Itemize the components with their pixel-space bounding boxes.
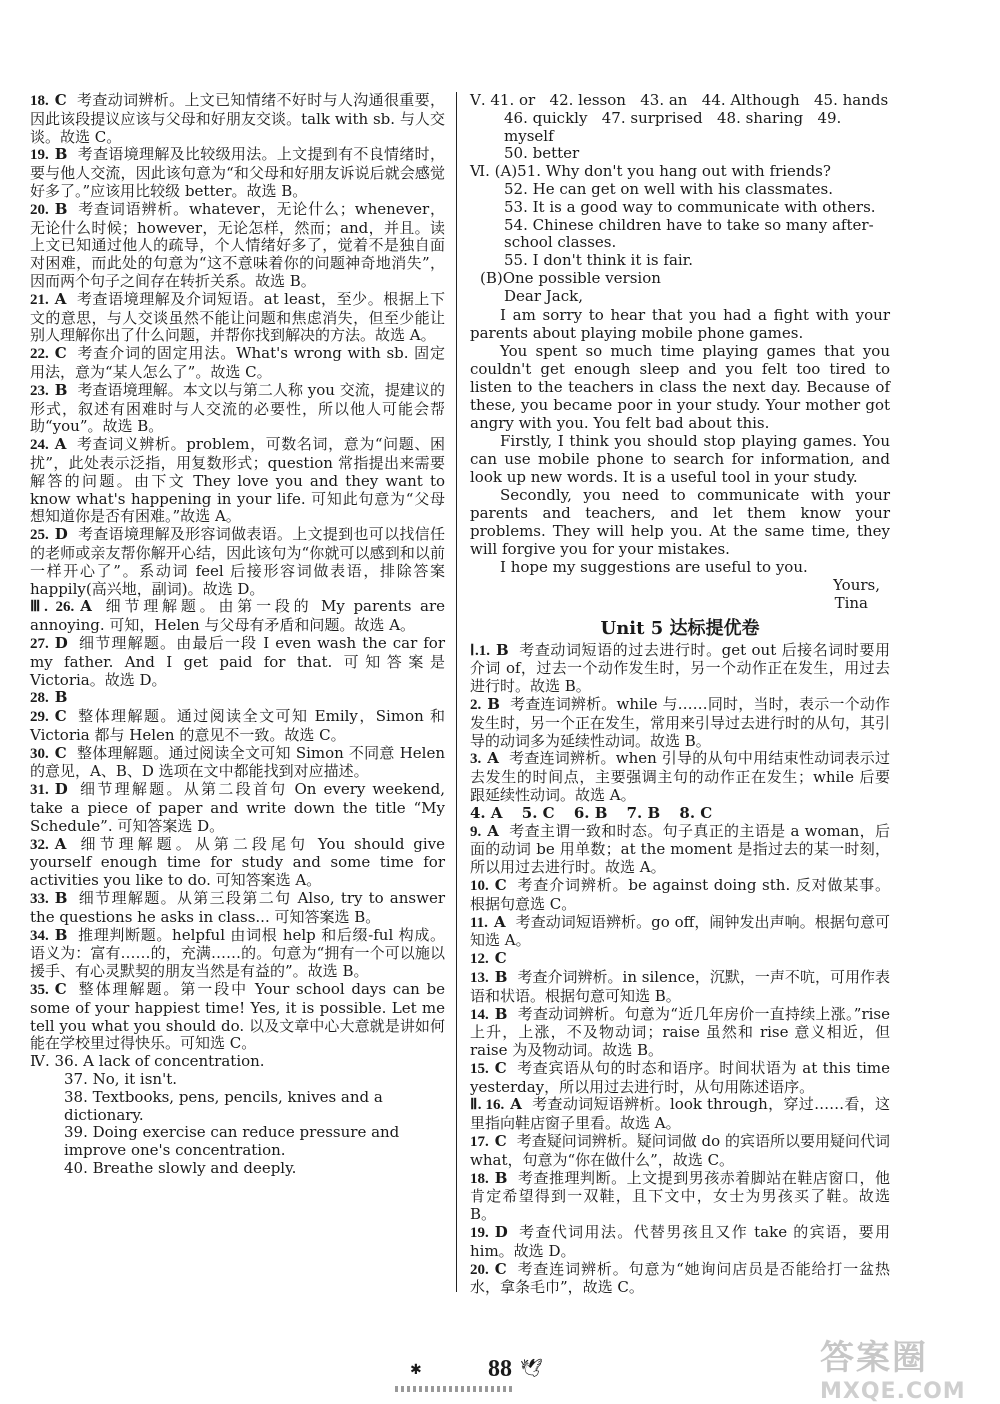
question-number: 19. (30, 147, 49, 164)
letter-paragraph: I am sorry to hear that you had a fight with your parents about playing mobile phone games. (470, 305, 890, 342)
bird-icon: 🕊 (520, 1358, 543, 1379)
answer-letter: B (54, 889, 68, 908)
answer-entry (470, 1133, 890, 1170)
question-number: 20. (470, 1261, 489, 1278)
question-number: 15. (470, 1060, 489, 1077)
short-answer: 7. B (626, 803, 661, 822)
answer-letter: C (494, 949, 507, 968)
star-icon: ✱ (410, 1362, 422, 1378)
explanation-text: 考查宾语从句的时态和语序。时间状语为 at this time yesterday，所以用过去进行时，从句用陈述语序。 (470, 1058, 890, 1096)
explanation-text: 考查动词短语的过去进行时。get out 后接名词时要用介词 of，过去一个动作发生时，另一个动作正在发生，用过去进行时。故选 B。 (470, 640, 890, 696)
answer-letter: C (54, 707, 67, 726)
answer-letter: B (494, 1004, 508, 1023)
letter-paragraph: Secondly, you need to communicate with your parents and teachers, and let them know your problems. They will help you. At the same time, they will forgive you for your mistakes. (470, 485, 890, 558)
explanation-text: 整体理解题。通过阅读全文可知 Simon 不同意 Helen 的意见，A、B、D 选项在文中都能找到对应描述。 (30, 743, 445, 781)
answer-letter: D (54, 525, 68, 544)
letter-paragraph: I hope my suggestions are useful to you. (500, 557, 808, 576)
answer-letter: B (54, 380, 68, 399)
explanation-text: 考查动词短语辨析。go off，闹钟发出声响。根据句意可知选 A。 (470, 912, 890, 950)
answer-entry (30, 927, 445, 981)
answer-entry (470, 914, 890, 951)
explanation-text: 整体理解题。通过阅读全文可知 Emily，Simon 和 Victoria 都与 Helen 的意见不一致。故选 C。 (30, 707, 445, 744)
answer-letter: C (494, 1058, 507, 1077)
question-number: 32. (30, 836, 49, 853)
answer-entry (470, 1096, 890, 1133)
explanation-text: 考查动词短语辨析。look through，穿过……看，这里指向鞋店窗子里看。故选 A。 (470, 1095, 891, 1133)
explanation-text: 考查代词用法。代替男孩且又作 take 的宾语，要用 him。故选 D。 (470, 1223, 890, 1260)
answer-entry (30, 708, 445, 745)
answer-letter: B (54, 925, 68, 944)
short-answer: 8. C (679, 803, 713, 822)
question-number: 2. (470, 696, 482, 713)
unit-title: Unit 5 达标提优卷 (600, 617, 760, 639)
answer-letter: C (54, 91, 67, 109)
answer-51: (A)51. Why don't you hang out with friends? (494, 162, 831, 181)
answer-letter: A (54, 289, 67, 308)
short-answer-row (470, 805, 890, 823)
answer-letter: A (54, 435, 67, 454)
answer-entry (30, 689, 445, 708)
answer-entry (470, 823, 890, 877)
answer-50: 50. better (504, 144, 580, 163)
question-number: 21. (30, 291, 49, 308)
answer-54: 54. Chinese children have to take so many after-school classes. (504, 215, 874, 252)
answer-letter: B (54, 199, 68, 218)
answer-entry (30, 201, 445, 291)
explanation-text: 考查连词辨析。when 引导的从句中用结束性动词表示过去发生的时间点，主要强调主句的动作正在发生；while 后要跟延续性动词。故选 A。 (470, 749, 890, 804)
question-number: 17. (470, 1134, 489, 1151)
column-divider (456, 92, 457, 1292)
watermark (820, 1330, 990, 1404)
answer-entry (30, 92, 445, 146)
answer-letter: A (487, 749, 499, 768)
answer-letter: C (54, 980, 67, 999)
explanation-text: 考查介词辨析。in silence，沉默，一声不吭，可用作表语和状语。根据句意可知选 B。 (470, 967, 890, 1005)
explanation-text: 考查连词辨析。句意为“她询问店员是否能给打一盆热水，拿条毛巾”，故选 C。 (470, 1259, 890, 1297)
unit5-entries-a (470, 642, 890, 805)
explanation-text: 推理判断题。helpful 由词根 help 和后缀-ful 构成。语义为：富有……的，充满……的。句意为“拥有一个可以施以援手、有心灵默契的朋友当然是有益的”。故选 B。 (30, 925, 445, 981)
answer-entry (30, 635, 445, 689)
explanation-text: 整体理解题。第一段中 Your school days can be some of your happiest time! Yes, it is possible. Let me tell you what you should do. 以及文章中心大意就是讲如何能在学校里过得快乐。可知选 C。 (30, 980, 445, 1053)
answer-45: 45. hands (814, 91, 889, 109)
answer-line: 40. Breathe slowly and deeply. (64, 1159, 297, 1178)
question-number: 10. (470, 877, 489, 894)
answer-entry (470, 750, 890, 804)
question-number: 30. (30, 745, 49, 762)
answer-letter: B (494, 967, 508, 986)
answer-42: 42. lesson (549, 91, 626, 109)
question-number: 14. (470, 1006, 489, 1023)
answer-entry (30, 598, 445, 635)
answer-entry (30, 836, 445, 890)
answer-letter: C (494, 1132, 507, 1151)
question-number: 28. (30, 690, 49, 707)
answer-letter: B (487, 694, 500, 713)
answer-entry (470, 1060, 890, 1097)
answer-52: 52. He can get on well with his classmates. (504, 179, 834, 198)
short-answer: 6. B (573, 803, 608, 822)
answer-line: 38. Textbooks, pens, pencils, knives and a dictionary. (64, 1087, 383, 1124)
watermark-url: MXQE.COM (820, 1379, 966, 1404)
letter-signature: Tina (834, 593, 868, 612)
answer-letter: C (494, 875, 507, 894)
answer-48: 48. sharing (716, 108, 804, 127)
letter-paragraph: You spent so much time playing games that you couldn't get enough sleep and you felt too tired to listen to the teachers in class the next day. Because of these, you became poor in your study. Your mother got angry with you. You felt bad about this. (470, 341, 890, 432)
left-column (30, 92, 445, 1178)
explanation-text: 细节理解题。从第三段第二句 Also, try to answer the questions he asks in class... 可知答案选 B。 (30, 889, 445, 926)
answer-entry (470, 950, 890, 969)
answer-entry (470, 1261, 890, 1298)
explanation-text: 考查动词辨析。句意为“近几年房价一直持续上涨。”rise 上升，上涨，不及物动词；raise 虽然和 rise 意义相近，但 raise 为及物动词。故选 B。 (470, 1004, 890, 1060)
answer-entry (30, 526, 445, 598)
question-number: 34. (30, 927, 49, 944)
question-number: 12. (470, 951, 489, 968)
letter-closing: Yours, (833, 575, 880, 594)
explanation-text: 考查介词的固定用法。What's wrong with sb. 固定用法，意为“某人怎么了”。故选 C。 (30, 344, 445, 381)
answer-46: 46. quickly (504, 108, 588, 127)
question-number: 19. (470, 1225, 489, 1242)
short-answer: 5. C (521, 803, 555, 822)
question-number: 20. (30, 201, 49, 218)
answer-letter: B (54, 145, 68, 164)
answer-entry (470, 1170, 890, 1224)
question-number: 24. (30, 437, 49, 454)
answer-entry (470, 969, 890, 1006)
answer-letter: D (54, 780, 68, 799)
letter-greeting: Dear Jack, (504, 286, 583, 305)
right-column (470, 92, 890, 1297)
explanation-text: 考查语境理解及比较级用法。上文提到有不良情绪时，要与他人交流，因此该句意为“和父母和好朋友诉说后就会感觉好多了。”应该用比较级 better。故选 B。 (30, 145, 445, 200)
answer-letter: B (496, 640, 509, 659)
short-answer: 4. A (470, 803, 503, 822)
watermark-text: 答案圈 (820, 1338, 928, 1378)
explanation-text: 考查主谓一致和时态。句子真正的主语是 a woman，后面的动词 be 用单数；at the moment 是指过去的某一时刻，所以用过去进行时。故选 A。 (470, 821, 890, 877)
letter-paragraph: Firstly, I think you should stop playing games. You can use mobile phone to search for information, and look up new words. It is a useful tool in your study. (470, 431, 890, 486)
explanation-text: 考查语境理解及介词短语。at least，至少。根据上下文的意思，与人交谈虽然不能让问题和焦虑消失，但至少能让别人理解你出了什么问题，并帮你找到解决的方法。故选 A。 (30, 289, 445, 345)
question-number: 23. (30, 382, 49, 399)
question-number: 31. (30, 782, 49, 799)
question-number: 35. (30, 982, 49, 999)
answer-entry (470, 877, 890, 914)
answer-41: 41. or (490, 91, 536, 109)
answer-entry (470, 642, 890, 696)
answer-entry (30, 436, 445, 526)
answer-entry (30, 981, 445, 1053)
explanation-text: 考查介词辨析。be against doing sth. 反对做某事。根据句意选 C。 (470, 875, 890, 913)
explanation-text: 考查语境理解及形容词做表语。上文提到也可以找信任的老师或亲友帮你解开心结，因此该句为“你就可以感到和以前一样开心了”。系动词 feel 后接形容词做表语，排除答案 happily(高兴地，副词)。故选 D。 (30, 525, 445, 598)
question-number: 27. (30, 635, 49, 652)
explanation-text: 考查语境理解。本文以与第二人称 you 交流，提建议的形式，叙述有困难时与人交流的必要性，所以他人可能会帮助“you”。故选 B。 (30, 380, 445, 436)
explanation-text: 细节理解题。从第二段尾句 You should give yourself enough time for study and some time for activities you like to do. 可知答案选 A。 (30, 834, 445, 890)
answer-letter: A (510, 1095, 522, 1114)
explanation-text: 细节理解题。从第二段首句 On every weekend, take a piece of paper and write down the title “My Schedule”. 可知答案选 D。 (30, 780, 445, 835)
explanation-text: 细节理解题。由最后一段 I even wash the car for my father. And I get paid for that. 可知答案是 Victoria。故选 D。 (30, 633, 445, 689)
explanation-text: 考查词义辨析。problem，可数名词，意为“问题、困扰”，此处表示泛指，用复数形式；question 常指提出来需要解答的问题。由下文 They love you and they want to know what's happening in your life. 可知此句意为“父母想知道你是否有困难。”故选 A。 (30, 435, 445, 526)
answer-letter: B (494, 1168, 508, 1187)
answer-entry (470, 696, 890, 750)
explanation-text: 细节理解题。由第一段的 My parents are annoying. 可知，Helen 与父母有矛盾和问题。故选 A。 (30, 597, 446, 635)
answer-entry (30, 890, 445, 927)
answer-entry (30, 745, 445, 782)
question-number: 22. (30, 346, 49, 363)
answer-entry (30, 291, 445, 345)
answer-letter: A (487, 821, 499, 840)
answer-line: 36. A lack of concentration. (54, 1052, 265, 1071)
answer-53: 53. It is a good way to communicate with others. (504, 197, 876, 216)
answer-49: 49. myself (504, 108, 842, 145)
answer-letter: A (493, 912, 506, 931)
answer-entry (30, 382, 445, 436)
question-number: Ⅰ.1. (470, 642, 490, 659)
explanation-text: 考查连词辨析。while 与……同时，当时，表示一个动作发生时，另一个正在发生，常用来引导过去进行时的从句，其引导的动词多为延续性动词。故选 B。 (470, 694, 891, 750)
question-number: 33. (30, 891, 49, 908)
answer-entry (30, 781, 445, 835)
question-number: 11. (470, 914, 488, 931)
question-number: Ⅱ. 16. (470, 1097, 505, 1114)
answer-letter: D (54, 633, 68, 652)
answer-letter: A (54, 834, 67, 853)
explanation-text: 考查推理判断。上文提到男孩赤着脚站在鞋店窗口，他肯定希望得到一双鞋，且下文中，女士为男孩买了鞋。故选 B。 (470, 1168, 890, 1224)
answer-entry (30, 146, 445, 200)
question-number: 3. (470, 751, 482, 768)
answer-entry (470, 1224, 890, 1261)
question-number: 18. (470, 1170, 489, 1187)
explanation-text: 考查疑问词辨析。疑问词做 do 的宾语所以要用疑问代词 what，句意为“你在做什么”，故选 C。 (470, 1132, 890, 1169)
section-5-label: Ⅴ. (470, 91, 486, 109)
question-number: Ⅲ. 26. (30, 599, 75, 616)
section-4-label: Ⅳ. (30, 1052, 50, 1071)
unit5-entries-b (470, 823, 890, 1298)
section-6 (470, 163, 890, 611)
answer-55: 55. I don't think it is fair. (504, 251, 693, 270)
answer-letter: C (54, 743, 67, 762)
section-4 (30, 1053, 445, 1178)
answer-letter: D (494, 1223, 508, 1242)
question-number: 25. (30, 527, 49, 544)
question-number: 9. (470, 823, 482, 840)
answer-letter: C (494, 1259, 507, 1278)
page-number: 88 (488, 1356, 512, 1382)
answer-letter: A (80, 597, 92, 616)
question-number: 13. (470, 969, 489, 986)
answer-letter: B (54, 688, 68, 707)
answer-line: 37. No, it isn't. (64, 1070, 177, 1089)
explanation-text: 考查词语辨析。whatever，无论什么；whenever，无论什么时候；however，无论怎样，然而；and，并且。读上文已知通过他人的疏导，个人情绪好多了，觉着不是独自面对困难，而此处的句意为“这不意味着你的问题神奇地消失”，因而两个句子之间存在转折关系。故选 B。 (30, 199, 445, 290)
question-number: 18. (30, 93, 49, 109)
answer-44: 44. Although (701, 91, 800, 109)
answer-entry (30, 345, 445, 382)
answer-letter: C (54, 344, 67, 363)
question-number: 29. (30, 709, 49, 726)
explanation-text: 考查动词辨析。上文已知情绪不好时与人沟通很重要，因此该段提议应该与父母和好朋友交谈。talk with sb. 与人交谈。故选 C。 (30, 91, 445, 146)
section-6-label: Ⅵ. (470, 162, 490, 181)
answer-line: 39. Doing exercise can reduce pressure and improve one's concentration. (64, 1123, 400, 1160)
answer-43: 43. an (640, 91, 688, 109)
answer-entry (470, 1006, 890, 1060)
footer-decoration (395, 1386, 515, 1392)
section-5 (470, 92, 890, 163)
part-b-heading: (B)One possible version (480, 268, 661, 287)
answer-47: 47. surprised (601, 108, 703, 127)
